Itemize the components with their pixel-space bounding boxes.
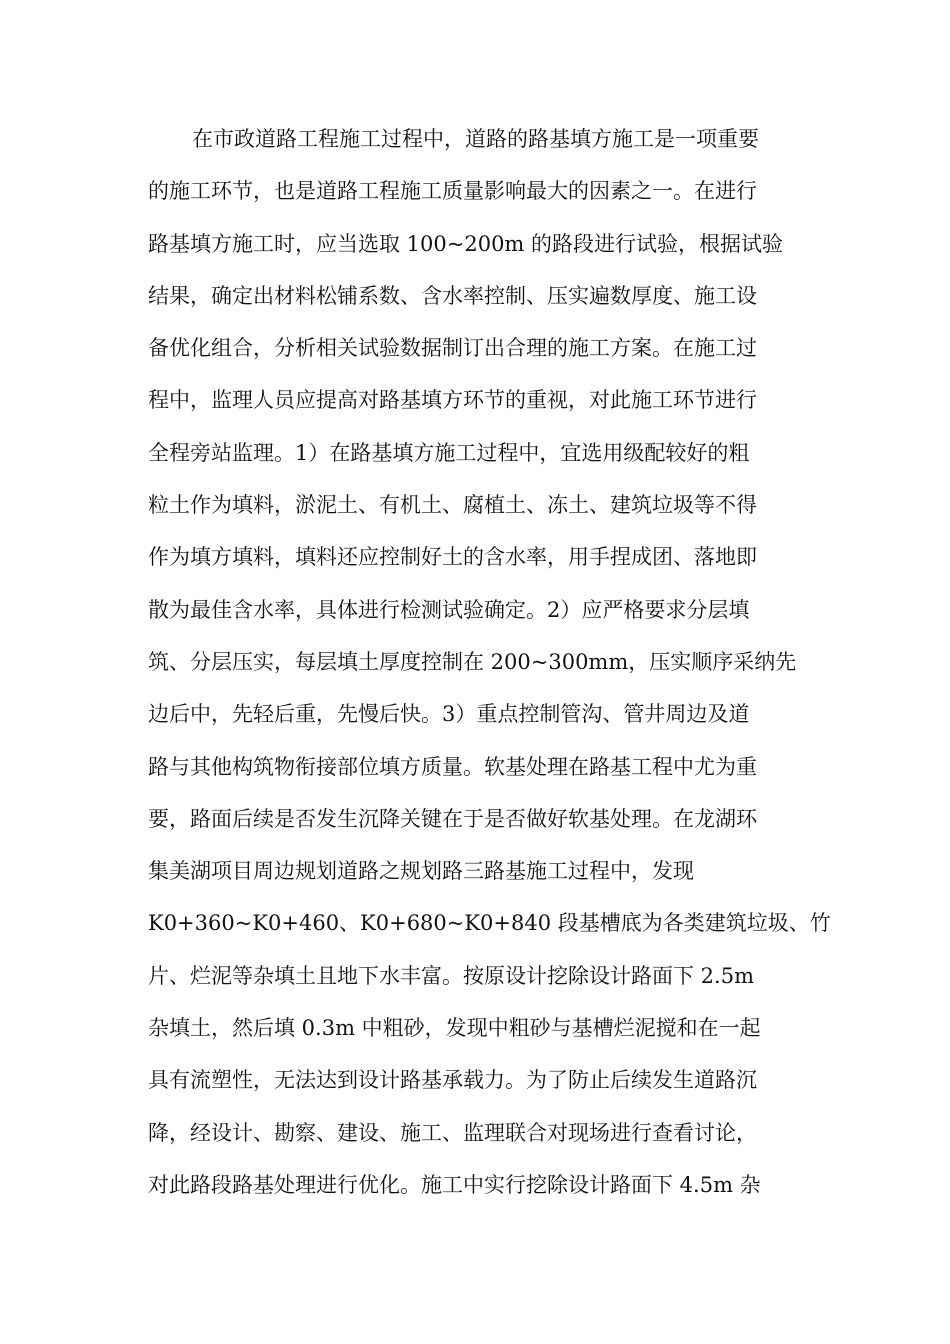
- text-line: 散为最佳含水率，具体进行检测试验确定。2）应严格要求分层填: [148, 597, 750, 622]
- text-line: 备优化组合，分析相关试验数据制订出合理的施工方案。在施工过: [148, 336, 757, 361]
- text-line: 结果，确定出材料松铺系数、含水率控制、压实遍数厚度、施工设: [148, 283, 757, 308]
- text-line: 集美湖项目周边规划道路之规划路三路基施工过程中，发现: [148, 859, 694, 884]
- text-line: 的施工环节，也是道路工程施工质量影响最大的因素之一。在进行: [148, 179, 757, 204]
- text-line: 片、烂泥等杂填土且地下水丰富。按原设计挖除设计路面下 2.5m: [148, 963, 754, 988]
- text-line: 作为填方填料，填料还应控制好土的含水率，用手捏成团、落地即: [148, 545, 757, 570]
- body-paragraph: [148, 113, 831, 1211]
- text-line: 筑、分层压实，每层填土厚度控制在 200~300mm，压实顺序采纳先: [148, 649, 797, 674]
- text-line: 路与其他构筑物衔接部位填方质量。软基处理在路基工程中尤为重: [148, 754, 757, 779]
- text-line: 粒土作为填料，淤泥土、有机土、腐植土、冻土、建筑垃圾等不得: [148, 493, 757, 518]
- text-line: 全程旁站监理。1）在路基填方施工过程中，宜选用级配较好的粗: [148, 440, 750, 465]
- text-line: 杂填土，然后填 0.3m 中粗砂，发现中粗砂与基槽烂泥搅和在一起: [148, 1016, 761, 1041]
- text-line: 要，路面后续是否发生沉降关键在于是否做好软基处理。在龙湖环: [148, 806, 757, 831]
- text-line: 具有流塑性，无法达到设计路基承载力。为了防止后续发生道路沉: [148, 1068, 757, 1093]
- text-line: 程中，监理人员应提高对路基填方环节的重视，对此施工环节进行: [148, 388, 757, 413]
- text-line: 边后中，先轻后重，先慢后快。3）重点控制管沟、管井周边及道: [148, 702, 750, 727]
- text-line: 在市政道路工程施工过程中，道路的路基填方施工是一项重要: [192, 127, 759, 151]
- text-line: 路基填方施工时，应当选取 100~200m 的路段进行试验，根据试验: [148, 231, 784, 256]
- text-line: 降，经设计、勘察、建设、施工、监理联合对现场进行查看讨论，: [148, 1120, 757, 1145]
- text-line: K0+360~K0+460、K0+680~K0+840 段基槽底为各类建筑垃圾、竹: [148, 911, 831, 936]
- text-line: 对此路段路基处理进行优化。施工中实行挖除设计路面下 4.5m 杂: [148, 1172, 761, 1197]
